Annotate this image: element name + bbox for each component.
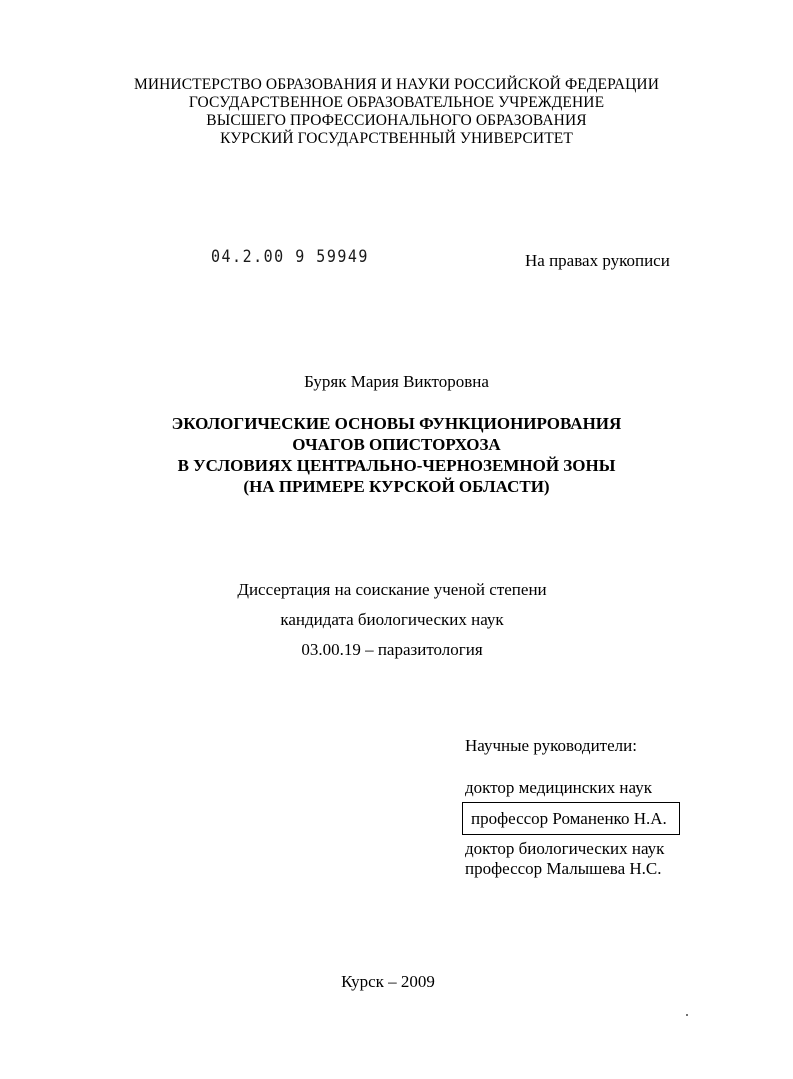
title-line-3: В УСЛОВИЯХ ЦЕНТРАЛЬНО-ЧЕРНОЗЕМНОЙ ЗОНЫ xyxy=(177,456,616,475)
degree-line-3: 03.00.19 – паразитология xyxy=(301,640,483,659)
rights-note: На правах рукописи xyxy=(525,251,670,270)
degree-line-2: кандидата биологических наук xyxy=(280,610,504,629)
title-line-4: (НА ПРИМЕРЕ КУРСКОЙ ОБЛАСТИ) xyxy=(243,477,550,496)
degree-block xyxy=(0,580,784,670)
advisors-block xyxy=(465,736,680,879)
ministry-line-3: ВЫСШЕГО ПРОФЕССИОНАЛЬНОГО ОБРАЗОВАНИЯ xyxy=(206,112,587,129)
advisor2-degree: доктор биологических наук xyxy=(465,839,665,858)
title-line-1: ЭКОЛОГИЧЕСКИЕ ОСНОВЫ ФУНКЦИОНИРОВАНИЯ xyxy=(171,414,622,433)
ministry-line-4: КУРСКИЙ ГОСУДАРСТВЕННЫЙ УНИВЕРСИТЕТ xyxy=(220,130,573,147)
scan-speck xyxy=(686,1014,688,1016)
ministry-line-1: МИНИСТЕРСТВО ОБРАЗОВАНИЯ И НАУКИ РОССИЙСКОЙ ФЕДЕРАЦИИ xyxy=(133,76,660,93)
city-year: Курск – 2009 xyxy=(341,972,435,991)
degree-line-1: Диссертация на соискание ученой степени xyxy=(237,580,547,599)
author-name: Буряк Мария Викторовна xyxy=(304,372,489,391)
advisors-heading: Научные руководители: xyxy=(465,736,637,755)
advisor1-name-boxed: профессор Романенко Н.А. xyxy=(462,802,680,835)
registration-stamp-number: 04.2.00 9 59949 xyxy=(211,246,369,267)
institution-header xyxy=(0,76,793,148)
ministry-line-2: ГОСУДАРСТВЕННОЕ ОБРАЗОВАТЕЛЬНОЕ УЧРЕЖДЕНИЕ xyxy=(188,94,605,111)
advisor2-name: профессор Малышева Н.С. xyxy=(465,859,662,878)
title-line-2: ОЧАГОВ ОПИСТОРХОЗА xyxy=(292,435,501,454)
advisor1-degree: доктор медицинских наук xyxy=(465,778,652,797)
dissertation-title xyxy=(0,413,793,497)
